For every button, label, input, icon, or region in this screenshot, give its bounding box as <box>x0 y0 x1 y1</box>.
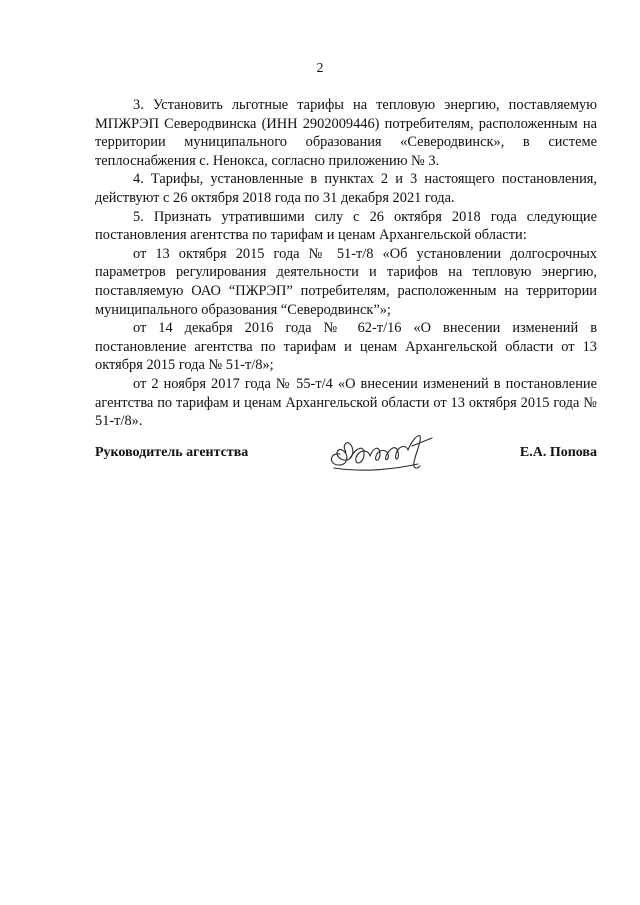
repealed-act-1: от 13 октября 2015 года № 51-т/8 «Об установлении долгосрочных параметров регулирования деятельности и тарифов на тепловую энергию, поставляемую ОАО “ПЖРЭП” потребителям, расположенным на территории муниципального образования “Северодвинск”»; <box>95 245 597 318</box>
page-number: 2 <box>316 61 324 76</box>
signature-block <box>95 432 597 476</box>
signatory-title: Руководитель агентства <box>95 445 249 460</box>
signatory-name: Е.А. Попова <box>519 445 597 460</box>
paragraph-item-5: 5. Признать утратившими силу с 26 октября 2018 года следующие постановления агентства по тарифам и ценам Архангельской области: <box>95 208 597 244</box>
document-body <box>95 96 597 431</box>
paragraph-item-4: 4. Тарифы, установленные в пунктах 2 и 3 настоящего постановления, действуют с 26 октября 2018 года по 31 декабря 2021 года. <box>95 171 597 206</box>
handwritten-signature <box>320 432 440 476</box>
paragraph-item-3: 3. Установить льготные тарифы на тепловую энергию, поставляемую МПЖРЭП Северодвинска (ИНН 2902009446) потребителям, расположенным на территории муниципального образования «Северодвинск», в системе теплоснабжения с. Ненокса, согласно приложению № 3. <box>95 97 597 169</box>
repealed-act-2: от 14 декабря 2016 года № 62-т/16 «О внесении изменений в постановление агентства по тарифам и ценам Архангельской области от 13 октября 2015 года № 51-т/8»; <box>95 320 597 374</box>
repealed-act-3: от 2 ноября 2017 года № 55-т/4 «О внесении изменений в постановление агентства по тарифам и ценам Архангельской области от 13 октября 2015 года № 51-т/8». <box>95 375 597 430</box>
